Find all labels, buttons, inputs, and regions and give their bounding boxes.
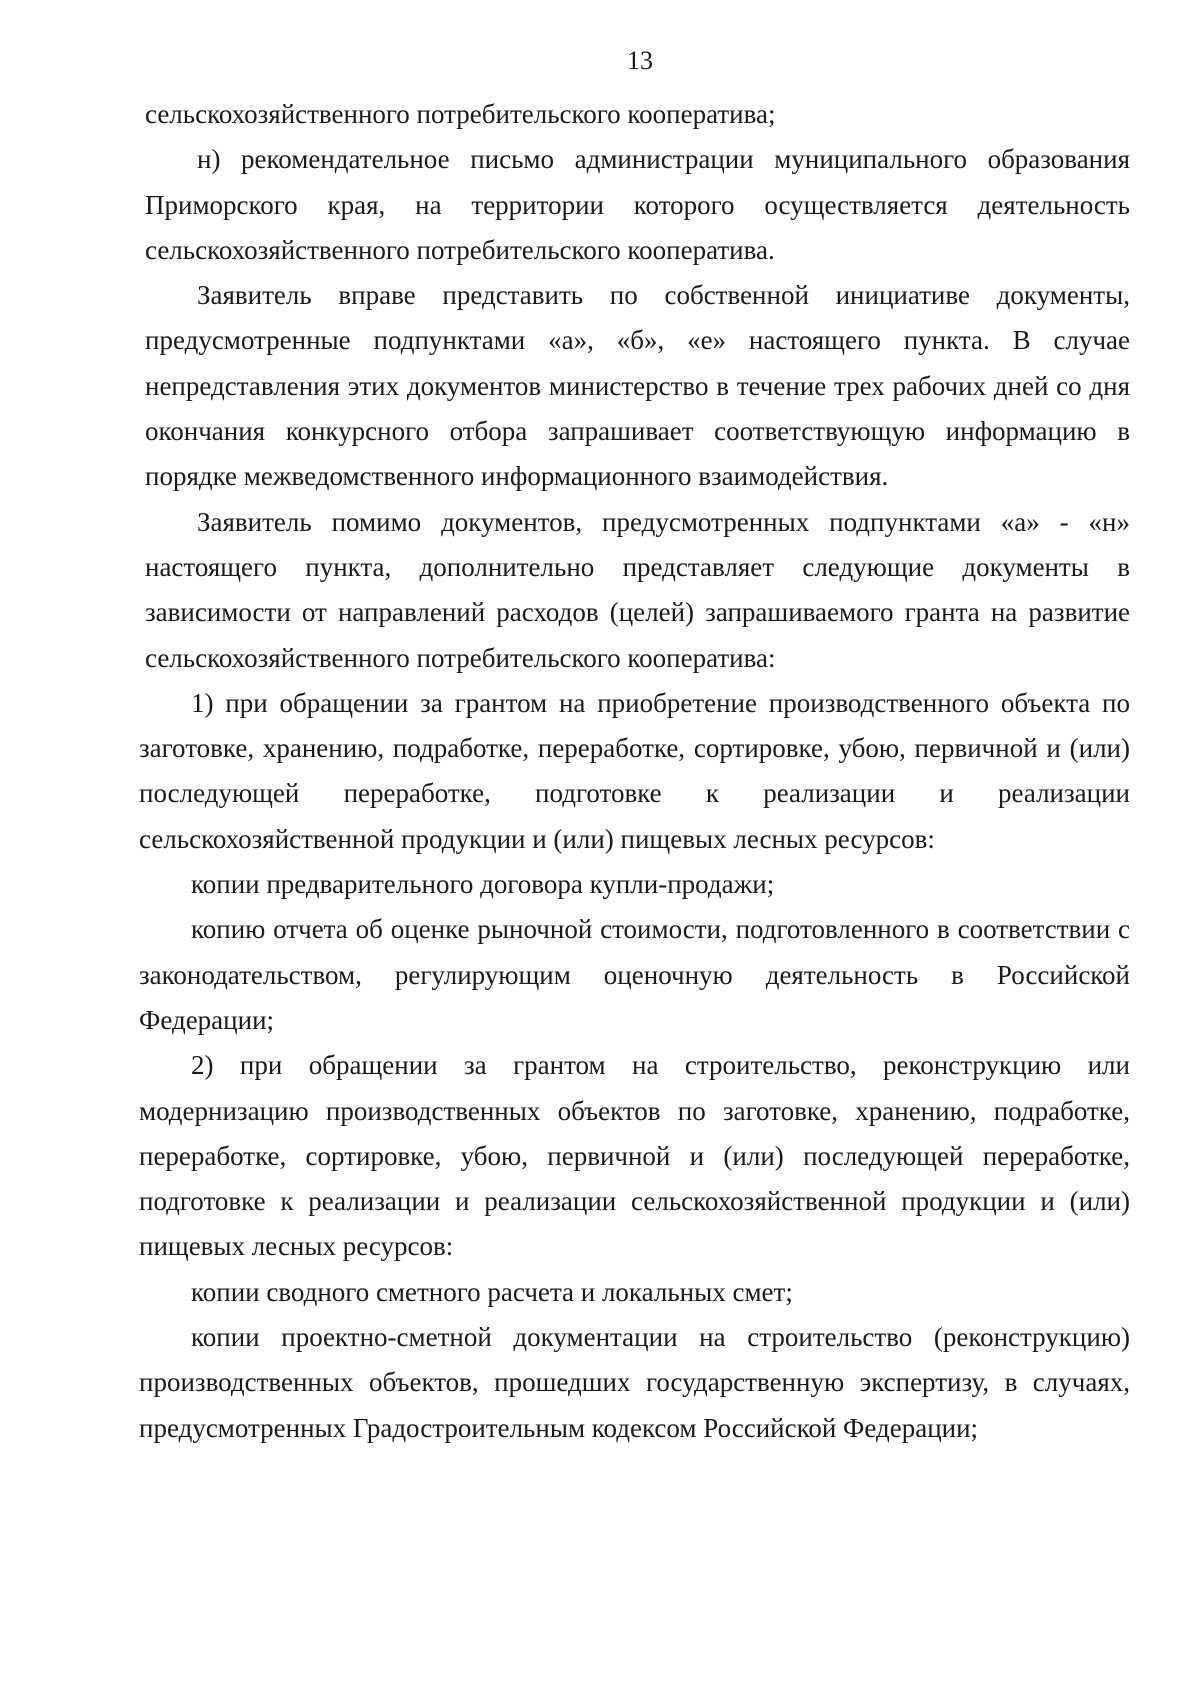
page-number: 13: [627, 46, 653, 75]
paragraph: копии сводного сметного расчета и локальных смет;: [191, 1276, 793, 1307]
paragraph: 2) при обращении за грантом на строительство, реконструкцию или модернизацию производственных объектов по заготовке, хранению, подработке, переработке, сортировке, убою, первичной и (или) последующей переработке, подготовке к реализации и реализации сельскохозяйственной продукции и (или) пищевых лесных ресурсов:: [139, 1050, 1130, 1262]
paragraph: н) рекомендательное письмо администрации муниципального образования Приморского края, на территории которого осуществляется деятельность сельскохозяйственного потребительского кооператива.: [145, 144, 1130, 265]
paragraph: копии проектно-сметной документации на строительство (реконструкцию) производственных объектов, прошедших государственную экспертизу, в случаях, предусмотренных Градостроительным кодексом Российской Федерации;: [139, 1322, 1130, 1443]
document-body: [139, 92, 1130, 1451]
paragraph: копию отчета об оценке рыночной стоимости, подготовленного в соответствии с законодательством, регулирующим оценочную деятельность в Российской Федерации;: [139, 914, 1130, 1035]
paragraph: копии предварительного договора купли-продажи;: [191, 869, 775, 900]
paragraph: Заявитель помимо документов, предусмотренных подпунктами «а» - «н» настоящего пункта, дополнительно представляет следующие документы в зависимости от направлений расходов (целей) запрашиваемого гранта на развитие сельскохозяйственного потребительского кооператива:: [145, 506, 1130, 673]
paragraph: Заявитель вправе представить по собственной инициативе документы, предусмотренные подпунктами «а», «б», «е» настоящего пункта. В случае непредставления этих документов министерство в течение трех рабочих дней со дня окончания конкурсного отбора запрашивает соответствующую информацию в порядке межведомственного информационного взаимодействия.: [145, 280, 1130, 492]
paragraph: сельскохозяйственного потребительского кооператива;: [145, 99, 776, 129]
paragraph: 1) при обращении за грантом на приобретение производственного объекта по заготовке, хранению, подработке, переработке, сортировке, убою, первичной и (или) последующей переработке, подготовке к реализации и реализации сельскохозяйственной продукции и (или) пищевых лесных ресурсов:: [139, 687, 1130, 854]
